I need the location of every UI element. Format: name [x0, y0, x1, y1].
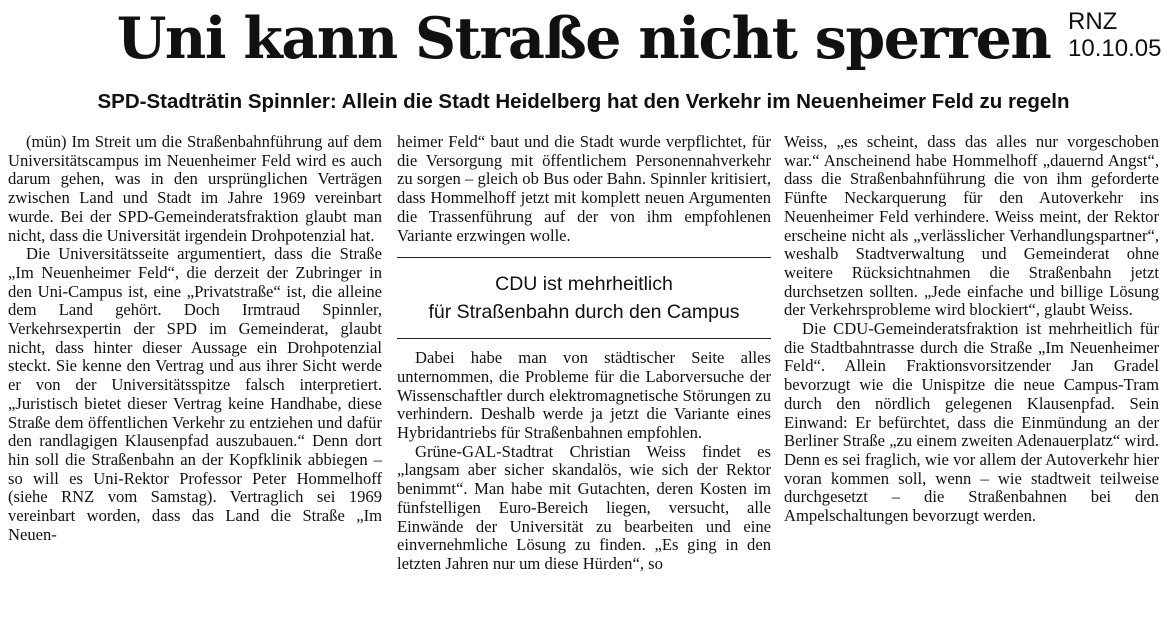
paragraph: Weiss, „es scheint, dass das alles nur vorgeschoben war.“ Anscheinend habe Hommelhoff „dauernd Angst“, dass die Straßenbahnführung die von ihm geforderte Fünfte Neckarquerung für den Autoverkehr ins Neuenheimer Feld verhindere. Weiss meint, der Rektor erscheine nicht als „verlässlicher Verhandlungspartner“, weshalb Stadtverwaltung und Gemeinderat ohne weitere Rücksichtnahmen die Straßenbahn jetzt durchsetzen sollten. „Jede einfache und billige Lösung der Verkehrsprobleme wird blockiert“, glaubt Weiss.	[784, 132, 1159, 320]
paragraph: Dabei habe man von städtischer Seite alles unternommen, die Probleme für die Laborversuche der Wissenschaftler durch elektromagnetische Störungen zu verhindern. Deshalb werde ja jetzt die Variante eines Hybridantriebs für Straßenbahnen empfohlen.	[397, 348, 771, 443]
intertitle-box	[397, 257, 771, 339]
text-column-2	[397, 133, 771, 574]
paragraph: Grüne-GAL-Stadtrat Christian Weiss findet es „langsam aber sicher skandalös, wie sich der Rektor benimmt“. Man habe mit Gutachten, deren Kosten im fünfstelligen Euro-Bereich liegen, versucht, alle Einwände der Universität zu bearbeiten und eine einvernehmliche Lösung zu finden. „Es ging in den letzten Jahren nur um diese Hürden“, so	[397, 441, 771, 573]
paragraph: Die Universitätsseite argumentiert, dass die Straße „Im Neuenheimer Feld“, die derzeit der Zubringer in den Uni-Campus ist, eine „Privatstraße“ ist, die alleine dem Land gehört. Doch Irmtraud Spinnler, Verkehrsexpertin der SPD im Gemeinderat, glaubt nicht, dass hinter dieser Aussage ein Drohpotenzial steckt. Sie kenne den Vertrag und aus ihrer Sicht werde er von der Universitätsspitze falsch interpretiert. „Juristisch bietet dieser Vertrag keine Handhabe, diese Straße dem öffentlichen Verkehr zu entziehen und dafür den randlagigen Klausenpfad auszubauen.“ Denn dort hin soll die Straßenbahn an der Kopfklinik abbiegen – so will es Uni-Rektor Professor Peter Hommelhoff (siehe RNZ vom Samstag). Vertraglich sei 1969 vereinbart worden, dass das Land die Straße „Im Neuen-	[8, 244, 382, 544]
paragraph: (mün) Im Streit um die Straßenbahnführung auf dem Universitätscampus im Neuenheimer Feld wird es auch darum gehen, was in den ursprünglichen Verträgen zwischen Land und Stadt im Jahre 1969 vereinbart wurde. Bei der SPD-Gemeinderatsfraktion glaubt man nicht, dass die Universität irgendein Drohpotenzial hat.	[8, 132, 382, 245]
paragraph: Die CDU-Gemeinderatsfraktion ist mehrheitlich für die Stadtbahntrasse durch die Straße „Im Neuenheimer Feld“. Allein Fraktionsvorsitzender Jan Gradel bevorzugt wie die Unispitze die neue Campus-Tram durch den nördlich gelegenen Klausenpfad. Sein Einwand: Er befürchtet, dass die Einmündung an der Berliner Straße „zu einem zweiten Adenauerplatz“ wird. Denn es sei fraglich, wie vor allem der Autoverkehr hier voran kommen soll, wenn – wie stadtweit teilweise durchgesetzt – die Straßenbahnen bei den Ampelschaltungen bevorzugt werden.	[784, 319, 1159, 526]
source-name: RNZ	[1068, 8, 1118, 35]
text-column-1	[8, 133, 382, 544]
article-subheadline: SPD-Stadträtin Spinnler: Allein die Stadt Heidelberg hat den Verkehr im Neuenheimer Feld zu regeln	[97, 90, 1070, 113]
text-column-3	[784, 133, 1159, 526]
source-stamp	[1068, 8, 1161, 62]
article-headline: Uni kann Straße nicht sperren	[116, 5, 1051, 72]
source-date: 10.10.05	[1068, 35, 1162, 62]
paragraph: heimer Feld“ baut und die Stadt wurde verpflichtet, für die Versorgung mit öffentlichem Personennahverkehr zu sorgen – gleich ob Bus oder Bahn. Spinnler kritisiert, dass Hommelhoff jetzt mit komplett neuen Argumenten die Trassenführung auf der von ihm empfohlenen Variante erzwingen wolle.	[397, 132, 771, 245]
intertitle-line-2: für Straßenbahn durch den Campus	[428, 301, 740, 324]
intertitle-line-1: CDU ist mehrheitlich	[495, 273, 673, 296]
